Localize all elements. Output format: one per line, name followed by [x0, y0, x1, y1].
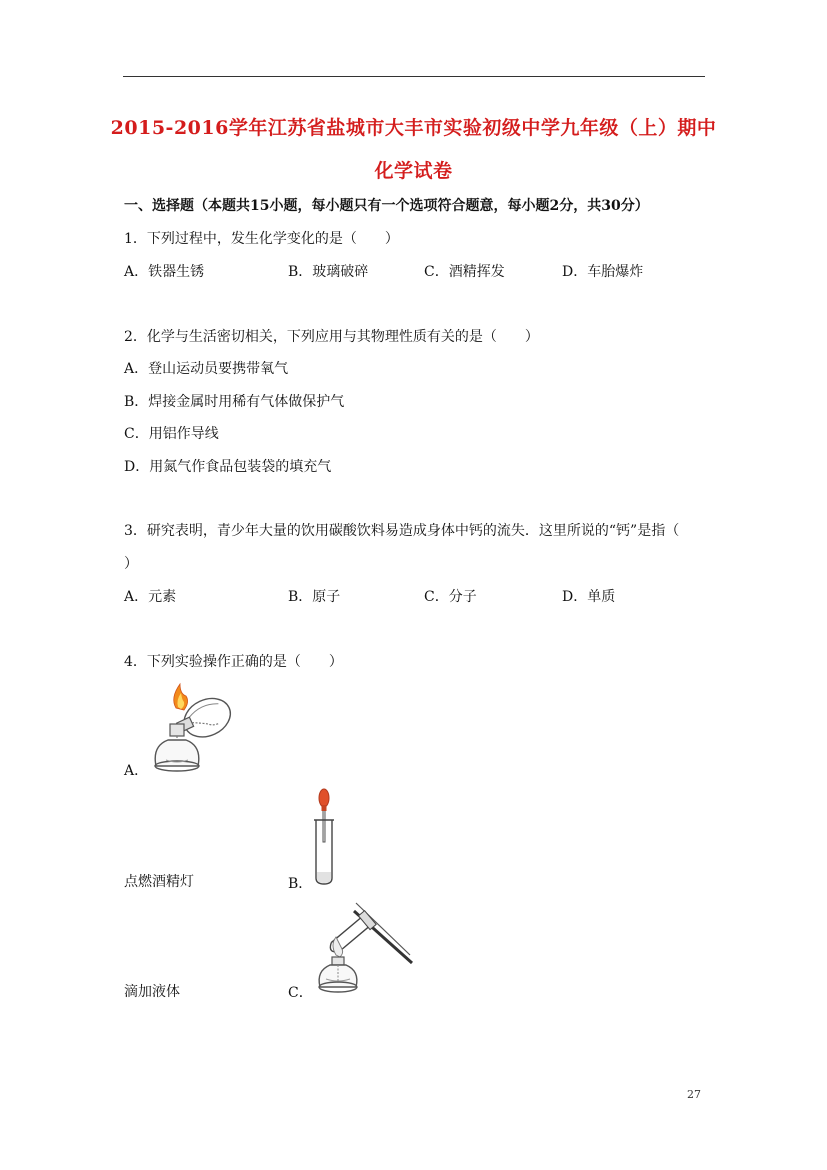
- question-3-stem-line1: 3．研究表明，青少年大量的饮用碳酸饮料易造成身体中钙的流失．这里所说的“钙”是指（: [124, 523, 680, 539]
- question-3-stem-line2: ）: [124, 556, 138, 572]
- q2-option-c: C．用铝作导线: [124, 426, 219, 442]
- q3-option-b: B．原子: [288, 589, 341, 605]
- q4-option-a-caption: 点燃酒精灯: [124, 874, 194, 890]
- question-4-stem: 4．下列实验操作正确的是（ ）: [124, 654, 343, 670]
- q4-option-b-caption: 滴加液体: [124, 984, 180, 1000]
- page-number: 27: [687, 1088, 701, 1101]
- alcohol-lamp-lighting-figure: [146, 680, 238, 776]
- q2-option-a: A．登山运动员要携带氧气: [124, 361, 289, 377]
- dropper-test-tube-figure: [313, 786, 335, 886]
- page-title-line2: 化学试卷: [374, 160, 453, 182]
- q2-option-b: B．焊接金属时用稀有气体做保护气: [124, 394, 345, 410]
- question-1-stem: 1．下列过程中，发生化学变化的是（ ）: [124, 231, 399, 247]
- header-rule: [123, 76, 705, 77]
- page-title-line1: 2015-2016学年江苏省盐城市大丰市实验初级中学九年级（上）期中: [110, 117, 717, 139]
- q3-option-c: C．分子: [424, 589, 477, 605]
- heating-test-tube-figure: [312, 893, 416, 997]
- q3-option-d: D．单质: [562, 589, 616, 605]
- q3-option-a: A．元素: [124, 589, 177, 605]
- q1-option-a: A．铁器生锈: [124, 264, 205, 280]
- q2-option-d: D．用氮气作食品包装袋的填充气: [124, 459, 332, 475]
- section-heading: 一、选择题（本题共15小题，每小题只有一个选项符合题意，每小题2分，共30分）: [124, 198, 649, 214]
- q1-option-b: B．玻璃破碎: [288, 264, 369, 280]
- q4-option-b: B．: [288, 876, 313, 892]
- q4-option-a: A．: [124, 763, 149, 779]
- q4-option-c: C．: [288, 985, 313, 1001]
- q1-option-d: D．车胎爆炸: [562, 264, 644, 280]
- q1-option-c: C．酒精挥发: [424, 264, 505, 280]
- question-2-stem: 2．化学与生活密切相关，下列应用与其物理性质有关的是（ ）: [124, 329, 539, 345]
